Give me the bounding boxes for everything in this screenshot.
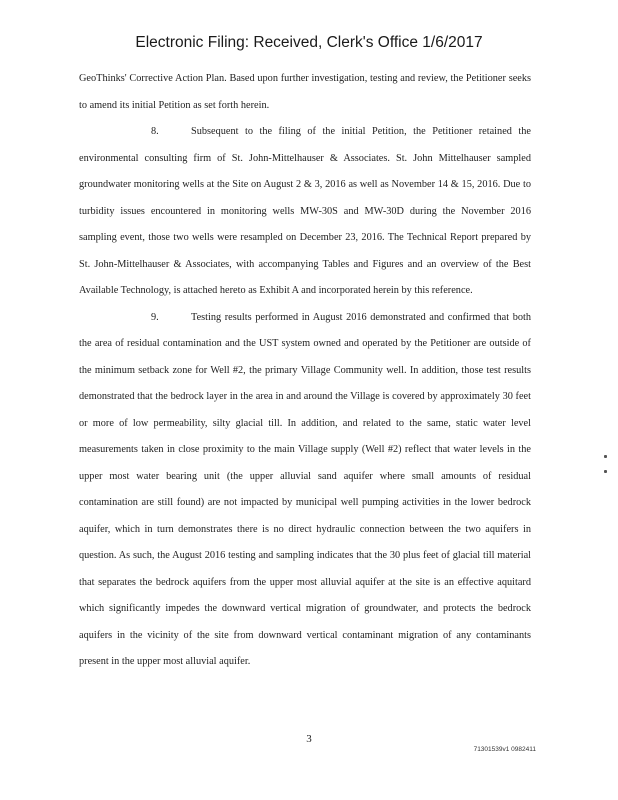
filing-header: Electronic Filing: Received, Clerk's Office 1/6/2017 [135, 34, 483, 51]
document-id-code: 71301539v1 0982411 [473, 746, 536, 753]
paragraph-8 [79, 119, 531, 305]
paragraph-9 [79, 305, 531, 676]
page-number: 3 [306, 733, 312, 745]
paragraph-text: Subsequent to the filing of the initial Petition, the Petitioner retained the environmental consulting firm of St. John-Mittelhauser & Associates. St. John Mittelhauser sampled groundwater monitoring wells at the Site on August 2 & 3, 2016 as well as November 14 & 15, 2016. Due to turbidity issues encountered in monitoring wells MW-30S and MW-30D during the November 2016 sampling event, those two wells were resampled on December 23, 2016. The Technical Report prepared by St. John-Mittelhauser & Associates, with accompanying Tables and Figures and an overview of the Best Available Technology, is attached hereto as Exhibit A and incorporated herein by this reference. [79, 126, 531, 296]
paragraph-number: 9. [151, 311, 159, 323]
continuation-paragraph: GeoThinks' Corrective Action Plan. Based upon further investigation, testing and review, the Petitioner seeks to amend its initial Petition as set forth herein. [79, 73, 531, 111]
paragraph-text: Testing results performed in August 2016 demonstrated and confirmed that both the area of residual contamination and the UST system owned and operated by the Petitioner are outside of the minimum setback zone for Well #2, the primary Village Community well. In addition, those test results demonstrated that the bedrock layer in the area in and around the Village is covered by approximately 30 feet or more of low permeability, silty glacial till. In addition, and related to the same, static water level measurements taken in close proximity to the main Village supply (Well #2) reflect that water levels in the upper most water bearing unit (the upper alluvial sand aquifer where small amounts of residual contamination are still found) are not impacted by municipal well pumping activities in the lower bedrock aquifer, which in turn demonstrates there is no direct hydraulic connection between the two aquifers in question. As such, the August 2016 testing and sampling indicates that the 30 plus feet of glacial till material that separates the bedrock aquifers from the upper most alluvial aquifer at the site is an effective aquitard which significantly impedes the downward vertical migration of groundwater, and protects the bedrock aquifers in the vicinity of the site from downward vertical contaminant migration of any contaminants present in the upper most alluvial aquifer. [79, 311, 531, 667]
paragraph-number: 8. [151, 126, 159, 137]
scan-edge-mark [604, 470, 607, 473]
scan-edge-mark [604, 455, 607, 458]
document-body [79, 66, 531, 676]
